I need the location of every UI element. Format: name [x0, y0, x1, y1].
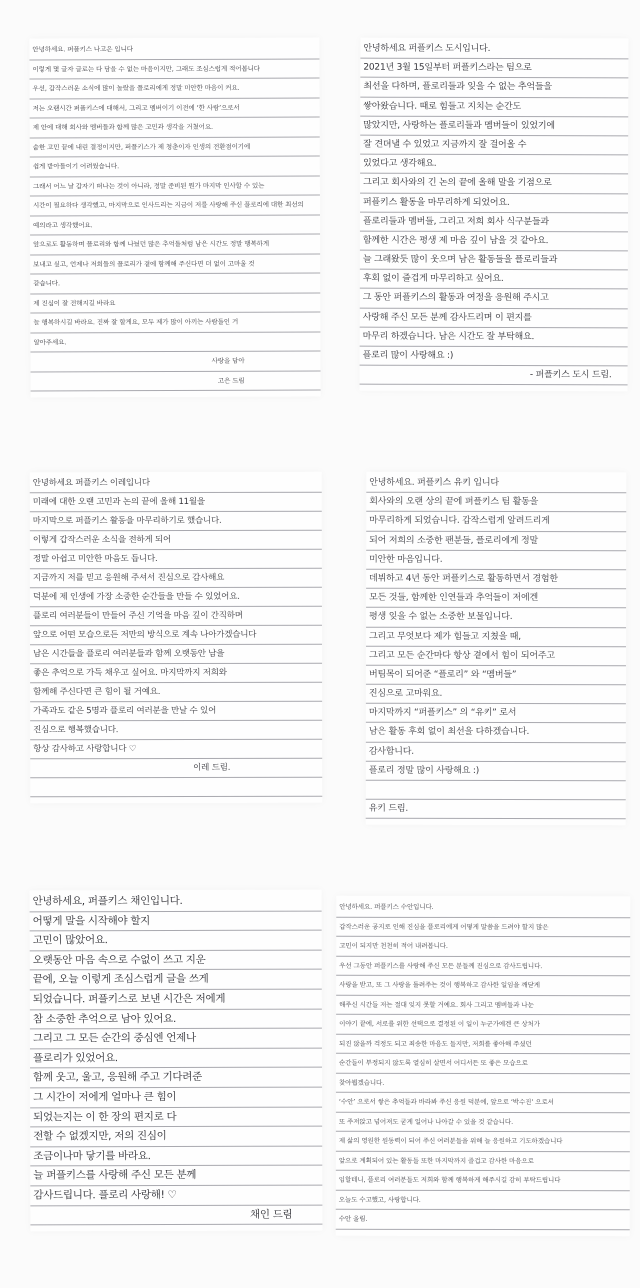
letter-line: 사랑을 담아 [30, 351, 320, 372]
letter-line: 제 삶의 영원한 원동력이 되어 주신 여러분들을 위해 늘 응원하고 기도하겠습니다 [336, 1132, 630, 1152]
letter-line: 미안한 마음입니다. [366, 551, 626, 571]
letter-line: 그리고 그 모든 순간의 중심엔 언제나 [30, 1029, 322, 1049]
letter-line: 시간이 필요하다 생각했고, 마지막으로 인사드리는 지금이 저를 사랑해 주신 플로리에 대한 최선의 [30, 195, 320, 216]
letter-line: 쉽게 받아들이기 어려웠습니다. [30, 156, 320, 177]
letter-line: 그리고 무엇보다 제가 힘들고 지쳤을 때, [366, 627, 626, 647]
letter-line: 해주신 시간들 저는 절대 잊지 못할 거예요. 회사 그리고 멤버들과 나눈 [336, 995, 630, 1015]
letter-line: 쌓아왔습니다. 때로 힘들고 지치는 순간도 [360, 97, 628, 117]
letter-line: 예의라고 생각했어요. [30, 215, 320, 236]
letter-line: 고민이 되지만 천천히 적어 내려봅니다. [336, 937, 630, 957]
letter-line: 갑작스러운 공지로 인해 진심을 플로리에게 어떻게 말씀을 드려야 할지 많은 [336, 917, 630, 937]
handwritten-letter-dosie [360, 38, 629, 392]
letter-line: 많았지만, 사랑하는 플로리들과 멤버들이 있었기에 [360, 116, 628, 136]
letter-line: 데뷔하고 4년 동안 퍼플키스로 활동하면서 경험한 [366, 570, 626, 590]
letter-line: 함께해 주신다면 큰 힘이 될 거예요. [30, 683, 322, 703]
letter-line: 평생 잊을 수 없는 소중한 보물입니다. [366, 608, 626, 628]
letter-line: 좋은 추억으로 가득 채우고 싶어요. 마지막까지 저희와 [30, 664, 322, 684]
letter-line: 늘 퍼플키스를 사랑해 주신 모든 분께 [30, 1166, 322, 1186]
handwritten-letter-swan [336, 896, 631, 1236]
letter-line: 남은 시간들을 플로리 여러분들과 함께 오랫동안 남을 [30, 645, 322, 665]
letter-line: 2021년 3월 15일부터 퍼플키스라는 팀으로 [360, 59, 628, 79]
letter-line: 어떻게 말을 시작해야 할지 [30, 911, 322, 931]
letter-line: 버팀목이 되어준 “플로리” 와 “멤버들” [366, 666, 626, 686]
letter-line: 마무리하게 되었습니다. 갑작스럽게 알려드리게 [366, 512, 626, 532]
letter-line: 그래서 어느 날 갑자기 떠나는 것이 아니라, 정말 준비된 뭔가 마지막 인사할 수 있는 [30, 176, 320, 197]
letter-line: 안녕하세요 퍼플키스 이레입니다 [30, 474, 322, 494]
letter-line: 있었다고 생각해요. [360, 155, 628, 175]
letter-line: 미래에 대한 오랜 고민과 논의 끝에 올해 11월을 [30, 493, 322, 513]
letter-line: 이렇게 몇 글자 글로는 다 담을 수 없는 마음이지만, 그래도 조심스럽게 적어봅니다 [29, 59, 319, 80]
letter-line: 늘 행복하시길 바라요. 진짜 잘 할게요, 모두 제가 많이 아끼는 사람들인 거 [30, 312, 320, 333]
letter-line: 채인 드림 [30, 1205, 322, 1225]
letter-line: 이렇게 갑작스러운 소식을 전하게 되어 [30, 531, 322, 551]
letter-line: 되진 않을까 걱정도 되고 죄송한 마음도 들지만, 저희를 좋아해 주셨던 [336, 1034, 630, 1054]
letter-line: 우선, 갑작스러운 소식에 많이 놀랐을 플로리에게 정말 미안한 마음이 커요. [30, 78, 320, 99]
letter-line: ‘수안’ 으로서 쌓은 추억들과 바라봐 주신 응원 덕분에, 앞으로 ‘박수진’ 으로서 [336, 1093, 630, 1113]
letter-line: - 퍼플키스 도시 드림. [360, 366, 628, 386]
letter-line: 되었는지는 이 한 장의 편지로 다 [30, 1107, 322, 1127]
letter-line: 감사드립니다. 플로리 사랑해! ♡ [30, 1186, 322, 1206]
letter-line: 플로리 여러분들이 만들어 주신 기억을 마음 깊이 간직하며 [30, 607, 322, 627]
letter-line: 고민이 많았어요. [30, 931, 322, 951]
letter-line: 진심으로 행복했습니다. [30, 721, 322, 741]
letter-line: 순간들이 부정되지 않도록 열심히 살면서 어디서든 또 좋은 모습으로 [336, 1054, 630, 1074]
letter-line: 앞으로 계획되어 있는 활동들 또한 마지막까지 즐겁고 감사한 마음으로 [336, 1151, 630, 1171]
letter-line: 제 진심이 잘 전해지길 바라요 [30, 293, 320, 314]
letter-line: 참 소중한 추억으로 남아 있어요. [30, 1009, 322, 1029]
letter-line: 마지막까지 “퍼플키스” 의 “유키” 로서 [366, 704, 626, 724]
letter-line: 안녕하세요 퍼플키스 도시입니다. [360, 40, 628, 60]
handwritten-letter-yuki [366, 472, 627, 826]
letter-line: 끝에, 오늘 이렇게 조심스럽게 글을 쓰게 [30, 970, 322, 990]
letter-line: 모든 것들, 함께한 인연들과 추억들이 저에겐 [366, 589, 626, 609]
letter-line: 플로리가 있었어요. [30, 1048, 322, 1068]
letter-line: 안녕하세요. 퍼플키스 나고은 입니다 [29, 39, 319, 60]
letter-line: 제 안에 대해 회사와 멤버들과 함께 많은 고민과 생각을 거쳤어요. [30, 117, 320, 138]
letter-line: 이레 드림. [30, 759, 322, 779]
handwritten-letter-ireh [30, 472, 323, 804]
letter-line: 마무리 하겠습니다. 남은 시간도 잘 부탁해요. [360, 327, 628, 347]
letter-line: 가족과도 같은 5명과 플로리 여러분을 만날 수 있어 [30, 702, 322, 722]
letter-line: 함께한 시간은 평생 제 마음 깊이 남을 것 같아요. [360, 232, 628, 252]
letter-line: 이야기 끝에, 서로를 위한 선택으로 결정된 이 일이 누군가에겐 큰 상처가 [336, 1015, 630, 1035]
letter-line: 안녕하세요, 퍼플키스 채인입니다. [30, 892, 322, 912]
letter-line: 저는 오랜시간 퍼플키스에 대해서, 그리고 멤버이기 이전에 ‘한 사람’으로서 [30, 98, 320, 119]
letter-line: 그 동안 퍼플키스의 활동과 여정을 응원해 주시고 [360, 289, 628, 309]
letter-line: 또 주저앉고 넘어져도 굳게 일어나 나아갈 수 있을 것 같습니다. [336, 1112, 630, 1132]
letter-line: 앞으로도 활동하며 플로리와 함께 나눴던 많은 추억들처럼 남은 시간도 정말 행복하게 [30, 234, 320, 255]
letter-line: 안녕하세요. 퍼플키스 수안입니다. [336, 898, 630, 918]
handwritten-letter-chaein [30, 890, 323, 1232]
letter-line [30, 778, 322, 798]
letter-line: 퍼플키스 활동을 마무리하게 되었어요. [360, 193, 628, 213]
letter-line: 항상 감사하고 사랑합니다 ♡ [30, 740, 322, 760]
letter-line: 우선 그동안 퍼플키스를 사랑해 주신 모든 분들께 진심으로 감사드립니다. [336, 956, 630, 976]
letter-line: 잘 견뎌낼 수 있었고 지금까지 잘 걸어올 수 [360, 136, 628, 156]
letter-line: 알아주세요. [30, 332, 320, 353]
letter-line: 전할 수 없겠지만, 저의 진심이 [30, 1127, 322, 1147]
letter-line: 수안 올림. [336, 1210, 630, 1230]
handwritten-letter-goeun [29, 37, 320, 397]
letter-line: 덕분에 제 인생에 가장 소중한 순간들을 만들 수 있었어요. [30, 588, 322, 608]
letter-line: 그리고 회사와의 긴 논의 끝에 올해 말을 기점으로 [360, 174, 628, 194]
letter-line: 플로리 많이 사랑해요 :) [360, 347, 628, 367]
letter-line: 유키 드림. [366, 800, 626, 820]
letter-line: 최선을 다하며, 플로리들과 잊을 수 없는 추억들을 [360, 78, 628, 98]
letter-line: 앞으로 어떤 모습으로든 저만의 방식으로 계속 나아가겠습니다 [30, 626, 322, 646]
letter-line: 감사합니다. [366, 742, 626, 762]
letter-line: 진심으로 고마워요. [366, 685, 626, 705]
letter-line: 함께 웃고, 울고, 응원해 주고 기다려준 [30, 1068, 322, 1088]
letter-line: 사랑을 받고, 또 그 사랑을 돌려주는 것이 행복하고 감사한 일임을 깨닫게 [336, 976, 630, 996]
letter-line: 후회 없이 즐겁게 마무리하고 싶어요. [360, 270, 628, 290]
letter-line: 찾아뵙겠습니다. [336, 1073, 630, 1093]
letter-line: 조금이나마 닿기를 바라요. [30, 1146, 322, 1166]
letter-line [366, 781, 626, 801]
letter-line: 플로리 정말 많이 사랑해요 :) [366, 762, 626, 782]
letter-line: 지금까지 저를 믿고 응원해 주셔서 진심으로 감사해요 [30, 569, 322, 589]
letter-line: 그리고 모든 순간마다 항상 곁에서 힘이 되어주고 [366, 646, 626, 666]
letter-line: 남은 활동 후회 없이 최선을 다하겠습니다. [366, 723, 626, 743]
letter-line: 숱한 고민 끝에 내린 결정이지만, 퍼플키스가 제 청춘이자 인생의 전환점이기에 [30, 137, 320, 158]
letter-line: 되었습니다. 퍼플키스로 보낸 시간은 저에게 [30, 990, 322, 1010]
letter-line: 오늘도 수고했고, 사랑합니다. [336, 1190, 630, 1210]
letter-line: 보내고 싶고, 언제나 저희들의 플로리가 곁에 함께해 주신다면 더 없이 고마울 것 [30, 254, 320, 275]
letter-line: 회사와의 오랜 상의 끝에 퍼플키스 팀 활동을 [366, 493, 626, 513]
letter-line: 그 시간이 저에게 얼마나 큰 힘이 [30, 1088, 322, 1108]
letter-line: 늘 그래왔듯 많이 웃으며 남은 활동들을 플로리들과 [360, 251, 628, 271]
letter-line: 임할테니, 플로리 여러분들도 저희와 함께 행복하게 해주시길 감히 부탁드립니다 [336, 1171, 630, 1191]
letter-line: 정말 아쉽고 미안한 마음도 듭니다. [30, 550, 322, 570]
letter-line: 안녕하세요. 퍼플키스 유키 입니다 [366, 474, 626, 494]
letter-line: 마지막으로 퍼플키스 활동을 마무리하기로 했습니다. [30, 512, 322, 532]
letter-line: 사랑해 주신 모든 분께 감사드리며 이 편지를 [360, 308, 628, 328]
letter-line: 같습니다. [30, 273, 320, 294]
letter-line: 되어 저희의 소중한 팬분들, 플로리에게 정말 [366, 531, 626, 551]
letter-line: 고은 드림 [31, 371, 321, 392]
letter-line: 플로리들과 멤버들, 그리고 저희 회사 식구분들과 [360, 212, 628, 232]
letter-line: 오랫동안 마음 속으로 수없이 쓰고 지운 [30, 950, 322, 970]
